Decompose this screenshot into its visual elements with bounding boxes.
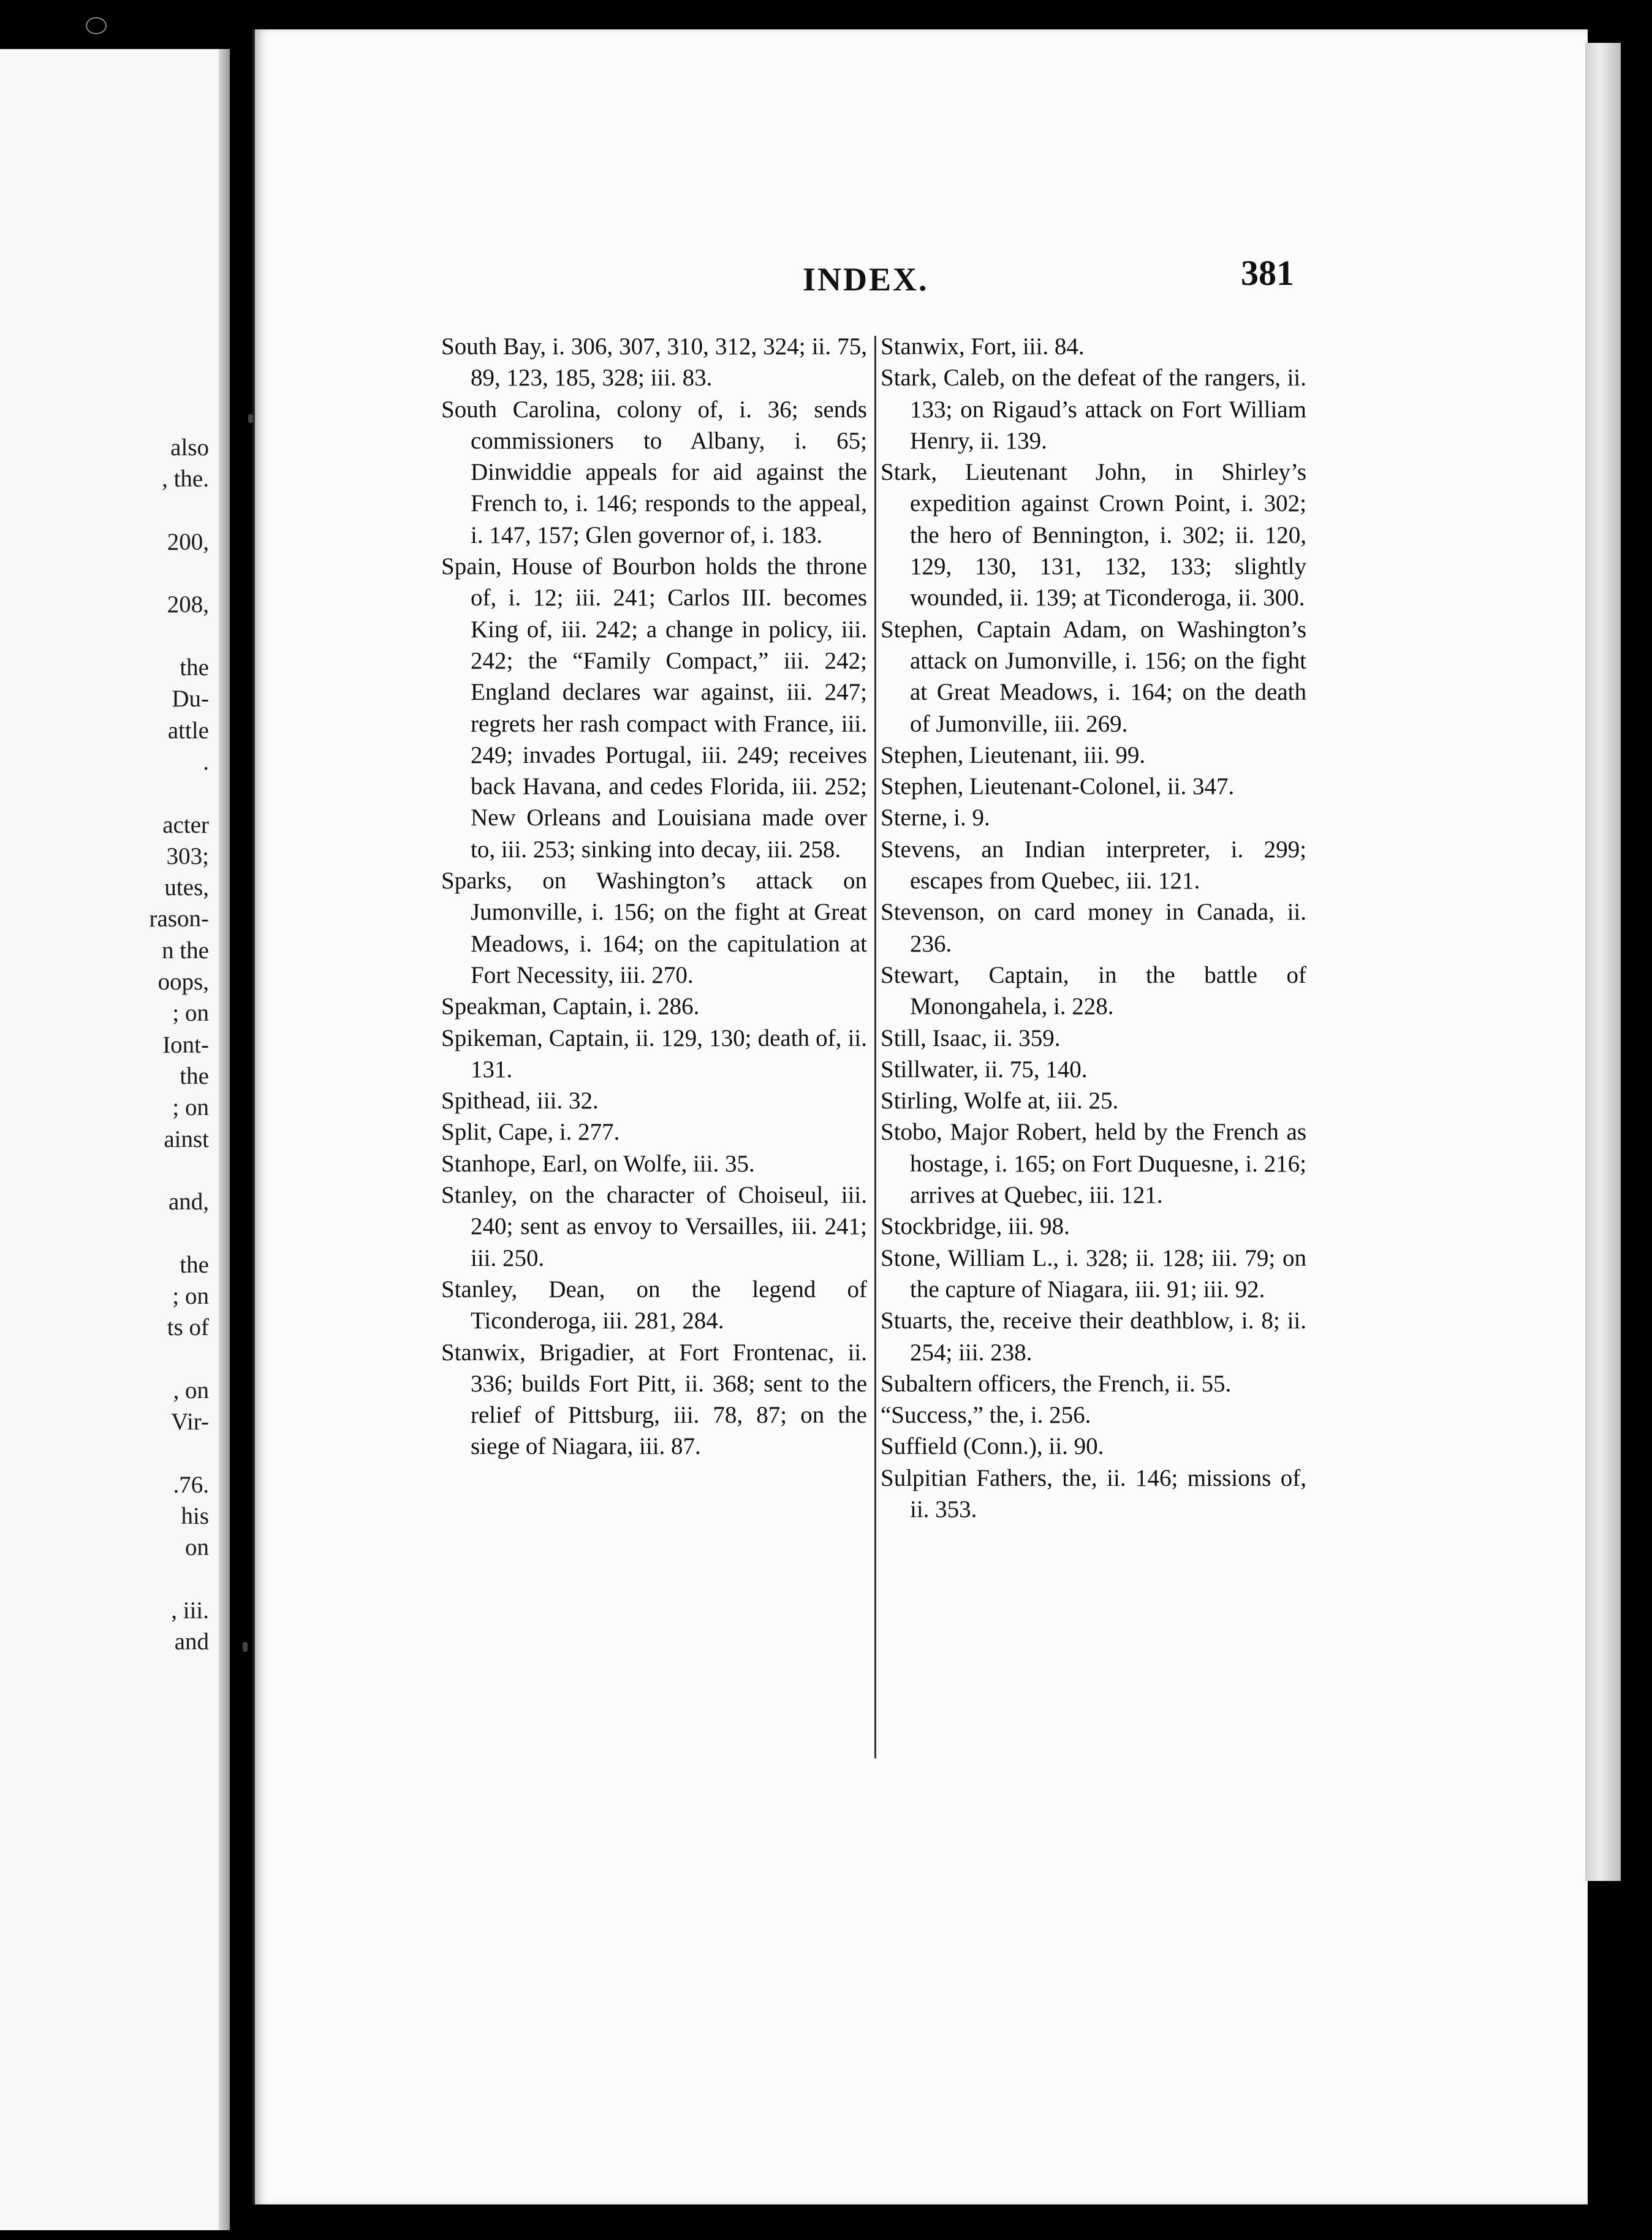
index-entry: Subaltern officers, the French, ii. 55. (881, 1370, 1232, 1397)
stub-line: ; on (172, 1094, 209, 1121)
index-entry: Stillwater, ii. 75, 140. (881, 1056, 1088, 1083)
stub-line: Du- (172, 686, 209, 713)
page-mark (86, 17, 107, 34)
index-entry: Speakman, Captain, i. 286. (441, 993, 700, 1020)
stub-line: attle (167, 717, 209, 744)
index-entry: South Carolina, colony of, i. 36; sends commissioners to Albany, i. 65; Dinwiddie appeals for aid against the French to, i. 146; responds to the appeal, i. 147, 157; Glen governor of, i. 183. (441, 396, 867, 548)
stub-line: .76. (173, 1471, 209, 1498)
index-entry: Stevenson, on card money in Canada, ii. 236. (881, 899, 1306, 957)
stub-line (13, 558, 209, 589)
stub-line: and (174, 1629, 209, 1655)
running-head: INDEX. (803, 261, 929, 298)
index-entry: Stephen, Lieutenant-Colonel, ii. 347. (881, 773, 1235, 800)
left-page-text-stubs (13, 432, 209, 1658)
index-entry: Stockbridge, iii. 98. (881, 1213, 1070, 1240)
index-entry: South Bay, i. 306, 307, 310, 312, 324; ii. 75, 89, 123, 185, 328; iii. 83. (441, 333, 867, 392)
index-entry: Stuarts, the, receive their deathblow, i. 8; ii. 254; iii. 238. (881, 1307, 1306, 1366)
index-entry: Suffield (Conn.), ii. 90. (881, 1433, 1104, 1460)
page-edge (1585, 43, 1621, 1881)
stub-line: oops, (157, 969, 209, 996)
index-entry: Still, Isaac, ii. 359. (881, 1024, 1061, 1051)
index-entry: Spain, House of Bourbon holds the throne of, i. 12; iii. 241; Carlos III. becomes King of, iii. 242; a change in policy, iii. 242; the “Family Compact,” iii. 242; England declares war against, iii. 247; regrets her rash compact with France, iii. 249; invades Portugal, iii. 249; receives back Havana, and cedes Florida, iii. 252; New Orleans and Louisiana made over to, iii. 253; sinking into decay, iii. 258. (441, 553, 867, 863)
stub-line (13, 621, 209, 652)
index-entry: Stanhope, Earl, on Wolfe, iii. 35. (441, 1150, 755, 1177)
left-page-fragment (0, 49, 230, 2230)
index-entry: Stewart, Captain, in the battle of Monongahela, i. 228. (881, 961, 1306, 1020)
stub-line: , iii. (171, 1597, 209, 1624)
index-entry: Stobo, Major Robert, held by the French as hostage, i. 165; on Fort Duquesne, i. 216; arrives at Quebec, iii. 121. (881, 1119, 1306, 1209)
stub-line: and, (168, 1189, 209, 1216)
stub-line (13, 1438, 209, 1469)
page-mark (248, 414, 253, 423)
stub-line (13, 1155, 209, 1186)
stub-line: ; on (172, 1283, 209, 1310)
index-entry: Stanwix, Brigadier, at Fort Frontenac, ii. 336; builds Fort Pitt, ii. 368; sent to the relief of Pittsburg, iii. 78, 87; on the siege of Niagara, iii. 87. (441, 1339, 867, 1460)
index-entry: Sulpitian Fathers, the, ii. 146; missions of, ii. 353. (881, 1464, 1306, 1523)
stub-line (13, 1217, 209, 1249)
stub-line: rason- (149, 906, 209, 933)
index-entry: Stanley, on the character of Choiseul, iii. 240; sent as envoy to Versailles, iii. 241; iii. 250. (441, 1182, 867, 1271)
stub-line: the (180, 654, 209, 681)
index-entry: Spithead, iii. 32. (441, 1088, 599, 1114)
index-entry: Stone, William L., i. 328; ii. 128; iii. 79; on the capture of Niagara, iii. 91; iii. 92. (881, 1244, 1306, 1303)
column-divider (874, 336, 876, 1758)
stub-line: , on (173, 1377, 209, 1404)
stub-line: ts of (167, 1314, 209, 1341)
index-entry: Sparks, on Washington’s attack on Jumonville, i. 156; on the fight at Great Meadows, i. 164; on the capitulation at Fort Necessity, iii. 270. (441, 868, 867, 988)
stub-line: ainst (164, 1126, 209, 1152)
index-entry: Stanley, Dean, on the legend of Ticonderoga, iii. 281, 284. (441, 1276, 867, 1334)
index-entry: Stark, Lieutenant John, in Shirley’s expedition against Crown Point, i. 302; the hero of Bennington, i. 302; ii. 120, 129, 130, 131, 132, 133; slightly wounded, ii. 139; at Ticonderoga, ii. 300. (881, 459, 1306, 611)
index-entry: Stanwix, Fort, iii. 84. (881, 333, 1085, 360)
index-entry: Stirling, Wolfe at, iii. 25. (881, 1088, 1119, 1114)
page-gutter (219, 49, 230, 2230)
stub-line: Vir- (171, 1409, 209, 1436)
index-entry: Split, Cape, i. 277. (441, 1119, 620, 1146)
page-number: 381 (1241, 253, 1294, 293)
stub-line: acter (162, 811, 209, 838)
page-mark (243, 1642, 248, 1652)
stub-line (13, 778, 209, 809)
index-entry: Stevens, an Indian interpreter, i. 299; escapes from Quebec, iii. 121. (881, 836, 1306, 895)
index-entry: Stephen, Lieutenant, iii. 99. (881, 741, 1146, 768)
stub-line: also (170, 434, 209, 461)
index-entry: Spikeman, Captain, ii. 129, 130; death of, ii. 131. (441, 1024, 867, 1083)
stub-line (13, 1344, 209, 1375)
stub-line: n the (162, 937, 209, 964)
stub-line: 303; (166, 842, 209, 869)
stub-line: utes, (164, 874, 209, 901)
stub-line: . (203, 748, 209, 775)
stub-line: , the. (162, 466, 209, 493)
index-entry: “Success,” the, i. 256. (881, 1402, 1091, 1429)
stub-line: the (180, 1062, 209, 1089)
stub-line: 200, (167, 528, 209, 555)
stub-line: ; on (172, 1000, 209, 1027)
stub-line (13, 1564, 209, 1595)
stub-line: his (181, 1503, 209, 1530)
stub-line: on (185, 1534, 209, 1561)
index-entry: Stark, Caleb, on the defeat of the rangers, ii. 133; on Rigaud’s attack on Fort William Henry, ii. 139. (881, 365, 1306, 454)
stub-line: Iont- (162, 1031, 209, 1058)
index-column-right (881, 331, 1306, 1525)
index-column-left (441, 331, 867, 1462)
stub-line: the (180, 1251, 209, 1278)
stub-line (13, 495, 209, 526)
index-entry: Stephen, Captain Adam, on Washington’s attack on Jumonville, i. 156; on the fight at Great Meadows, i. 164; on the death of Jumonville, iii. 269. (881, 616, 1306, 737)
index-entry: Sterne, i. 9. (881, 804, 990, 831)
stub-line: 208, (167, 591, 209, 618)
